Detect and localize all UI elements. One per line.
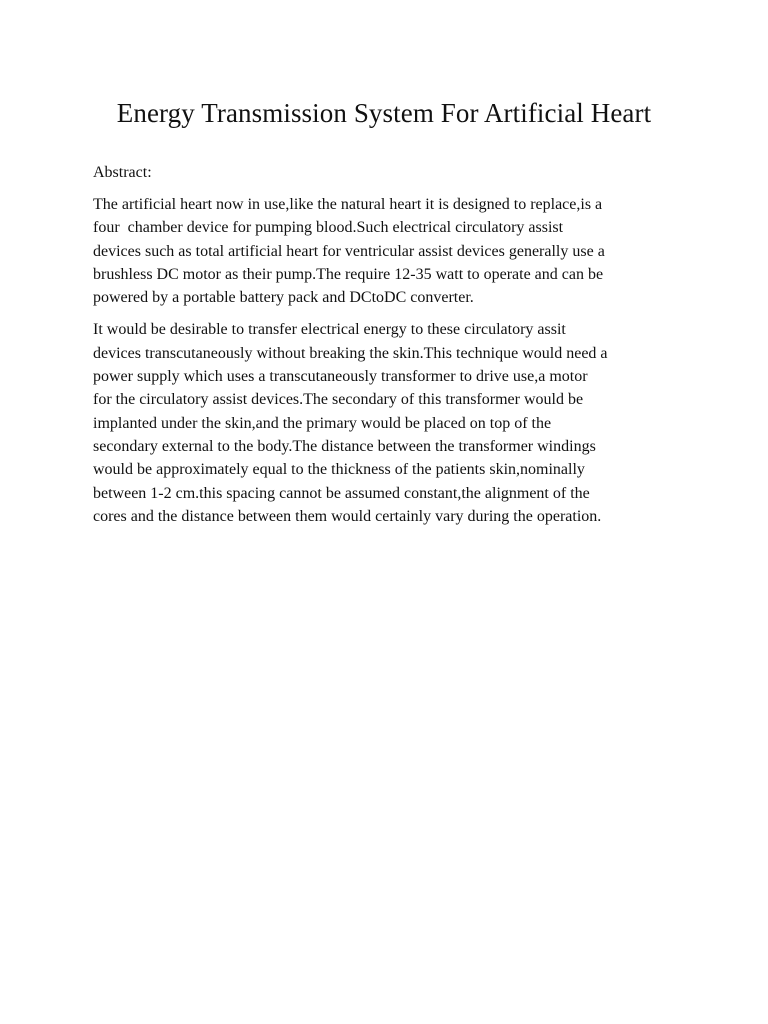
paragraph-line: between 1-2 cm.this spacing cannot be assumed constant,the alignment of the <box>93 484 590 502</box>
abstract-heading: Abstract: <box>93 164 152 181</box>
document-title: Energy Transmission System For Artificial Heart <box>116 98 652 128</box>
paragraph-line: brushless DC motor as their pump.The require 12-35 watt to operate and can be <box>93 265 604 283</box>
paragraph-line: implanted under the skin,and the primary would be placed on top of the <box>93 414 552 432</box>
paragraph-line: would be approximately equal to the thickness of the patients skin,nominally <box>93 461 585 479</box>
document-body <box>93 162 683 537</box>
paragraph-line: power supply which uses a transcutaneously transformer to drive use,a motor <box>93 368 588 386</box>
paragraph-line: It would be desirable to transfer electrical energy to these circulatory assit <box>93 321 566 339</box>
paragraph-line: powered by a portable battery pack and DCtoDC converter. <box>93 289 474 307</box>
paragraph-line: four chamber device for pumping blood.Such electrical circulatory assist <box>93 219 564 237</box>
paragraph-2 <box>93 318 683 528</box>
paragraph-line: cores and the distance between them would certainly vary during the operation. <box>93 507 602 525</box>
paragraph-line: devices such as total artificial heart for ventricular assist devices generally use a <box>93 242 605 260</box>
paragraph-1 <box>93 193 683 309</box>
paragraph-line: devices transcutaneously without breaking the skin.This technique would need a <box>93 344 608 362</box>
paragraph-line: secondary external to the body.The distance between the transformer windings <box>93 437 596 455</box>
paragraph-line: The artificial heart now in use,like the natural heart it is designed to replace,is a <box>93 196 603 213</box>
paragraph-line: for the circulatory assist devices.The secondary of this transformer would be <box>93 391 584 409</box>
